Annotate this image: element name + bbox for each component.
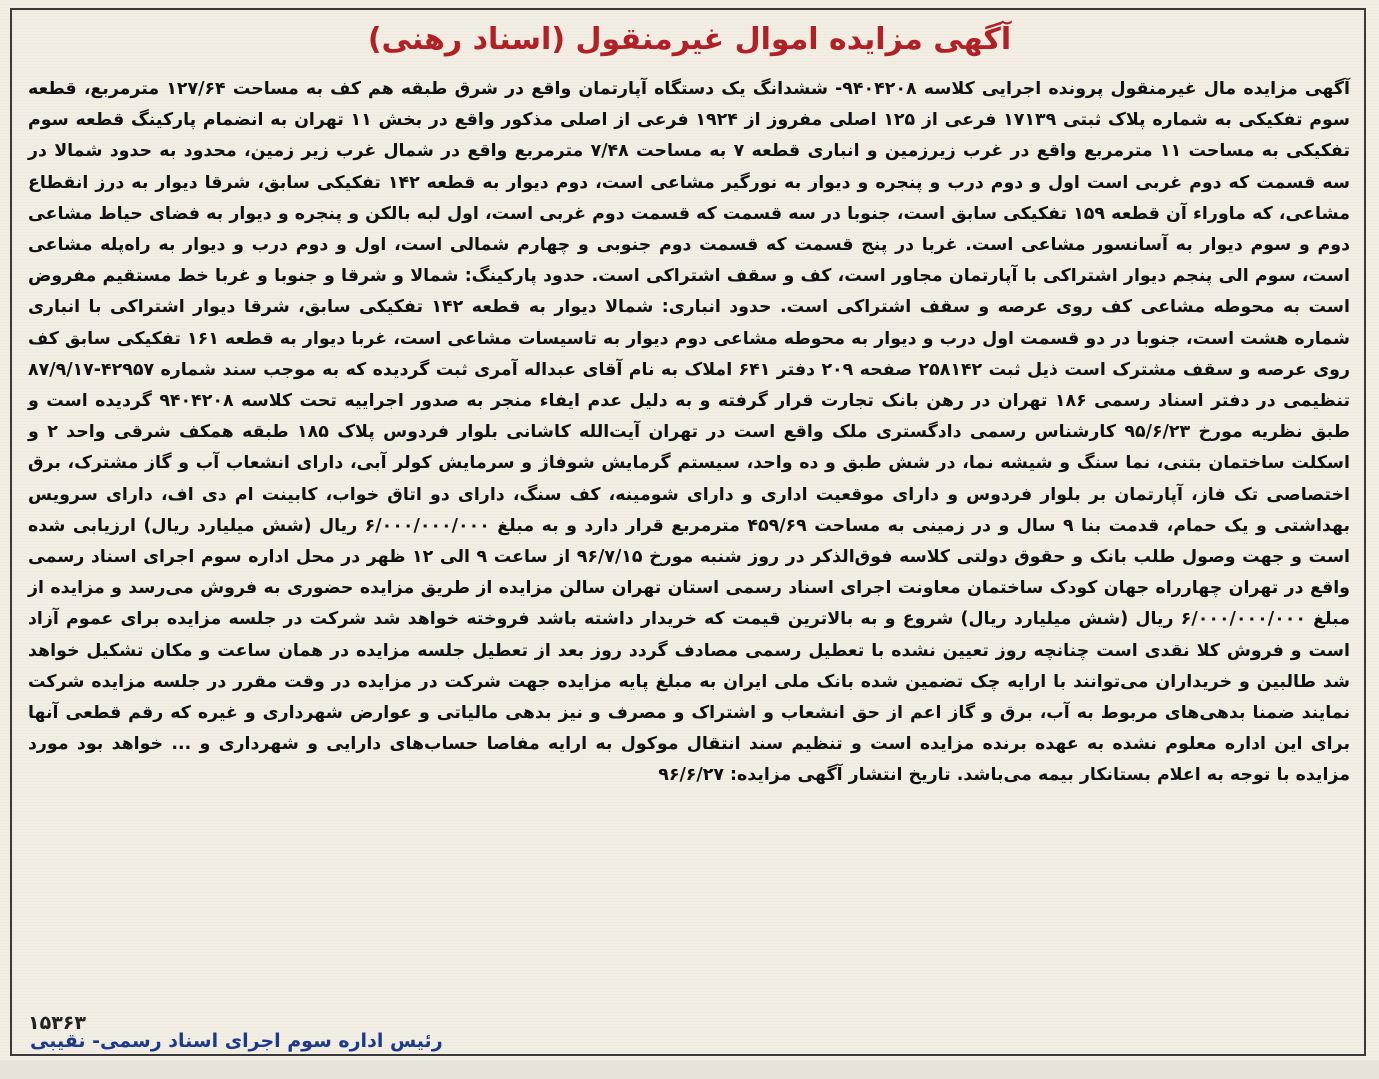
notice-title: آگهی مزایده اموال غیرمنقول (اسناد رهنی) (367, 22, 1012, 57)
signature-line: رئیس اداره سوم اجرای اسناد رسمی- نقیبی (30, 1030, 443, 1052)
page-bottom-edge (0, 1060, 1379, 1079)
notice-body: آگهی مزایده مال غیرمنقول پرونده اجرایی کلاسه ۹۴۰۴۲۰۸- ششدانگ یک دستگاه آپارتمان واقع در شرق طبقه هم کف به مساحت ۱۲۷/۶۴ مترمربع، قطعه سوم تفکیکی به شماره پلاک ثبتی ۱۷۱۳۹ فرعی از ۱۲۵ اصلی مفروز از ۱۹۲۴ فرعی از اصلی مذکور واقع در بخش ۱۱ تهران به انضمام پارکینگ قطعه سوم تفکیکی به مساحت ۱۱ مترمربع واقع در غرب زیرزمین و انباری قطعه ۷ به مساحت ۷/۴۸ مترمربع واقع در شمال غرب زیر زمین، محدود به حدود شمالا در سه قسمت که دوم غربی است اول و دوم درب و پنجره و دیوار به نورگیر مشاعی است، دوم دیوار به قطعه ۱۴۲ تفکیکی سابق، شرقا دیوار به درز انقطاع مشاعی، که ماوراء آن قطعه ۱۵۹ تفکیکی سابق است، جنوبا در سه قسمت که قسمت دوم غربی است، اول لبه بالکن و پنجره و دیوار به فضای حیاط مشاعی دوم و سوم دیوار به آسانسور مشاعی است. غربا در پنج قسمت که قسمت دوم جنوبی و چهارم شمالی است، اول و دوم درب و دیوار به راه‌پله مشاعی است، سوم الی پنجم دیوار اشتراکی با آپارتمان مجاور است، کف و سقف اشتراکی است. حدود پارکینگ: شمالا و شرقا و جنوبا و غربا خط مستقیم مفروض است به محوطه مشاعی کف روی عرصه و سقف اشتراکی است. حدود انباری: شمالا دیوار به قطعه ۱۴۲ تفکیکی سابق، شرقا دیوار اشتراکی با انباری شماره هشت است، جنوبا در دو قسمت اول درب و دیوار به محوطه مشاعی دوم دیوار به تاسیسات مشاعی است، غربا دیوار به قطعه ۱۶۱ تفکیکی سابق کف روی عرصه و سقف مشترک است ذیل ثبت ۲۵۸۱۴۲ صفحه ۲۰۹ دفتر ۶۴۱ املاک به نام آقای عبداله آمری ثبت گردیده که به موجب سند شماره ۴۲۹۵۷-۸۷/۹/۱۷ تنظیمی در دفتر اسناد رسمی ۱۸۶ تهران در رهن بانک تجارت قرار گرفته و به دلیل عدم ایفاء منجر به صدور اجراییه تحت کلاسه ۹۴۰۴۲۰۸ گردیده است و طبق نظریه مورخ ۹۵/۶/۲۳ کارشناس رسمی دادگستری ملک واقع است در تهران آیت‌الله کاشانی بلوار فردوس پلاک ۱۸۵ طبقه همکف شرقی واحد ۲ و اسکلت ساختمان بتنی، نما سنگ و شیشه نما، در شش طبق و ده واحد، سیستم گرمایش شوفاژ و سرمایش کولر آبی، دارای انشعاب آب و گاز مشترک، برق اختصاصی تک فاز، آپارتمان بر بلوار فردوس و دارای موقعیت اداری و دارای شومینه، کف سنگ، دارای دو اتاق خواب، کابینت ام دی اف، دارای سرویس بهداشتی و یک حمام، قدمت بنا ۹ سال و در زمینی به مساحت ۴۵۹/۶۹ مترمربع قرار دارد و به مبلغ ۶/۰۰۰/۰۰۰/۰۰۰ ریال (شش میلیارد ریال) ارزیابی شده است و جهت وصول طلب بانک و حقوق دولتی کلاسه فوق‌الذکر در روز شنبه مورخ ۹۶/۷/۱۵ از ساعت ۹ الی ۱۲ ظهر در محل اداره سوم اجرای اسناد رسمی واقع در تهران چهارراه جهان کودک ساختمان معاونت اجرای اسناد رسمی استان تهران سالن مزایده از طریق مزایده حضوری به فروش می‌رسد و مزایده از مبلغ ۶/۰۰۰/۰۰۰/۰۰۰ ریال (شش میلیارد ریال) شروع و به بالاترین قیمت که خریدار داشته باشد فروخته خواهد شد شرکت در جلسه مزایده برای عموم آزاد است و فروش کلا نقدی است چنانچه روز تعیین نشده با تعطیل رسمی مصادف گردد روز بعد از تعطیل جلسه مزایده در همان ساعت و مکان تشکیل خواهد شد طالبین و خریداران می‌توانند با ارایه چک تضمین شده بانک ملی ایران به مبلغ پایه مزایده جهت شرکت در مزایده در وقت مقرر در جلسه مزایده شرکت نمایند ضمنا بدهی‌های مربوط به آب، برق و گاز اعم از حق انشعاب و اشتراک و مصرف و نیز بدهی مالیاتی و عوارض شهرداری و غیره که رقم قطعی آنها برای این اداره معلوم نشده به عهده برنده مزایده است و تنظیم سند انتقال موکول به ارایه مفاصا حساب‌های دارایی و شهرداری و ... خواهد بود مورد مزایده با توجه به اعلام بستانکار بیمه می‌باشد. تاریخ انتشار آگهی مزایده: ۹۶/۶/۲۷ (28, 79, 1351, 786)
ad-number: ۱۵۳۶۳ (28, 1012, 86, 1034)
